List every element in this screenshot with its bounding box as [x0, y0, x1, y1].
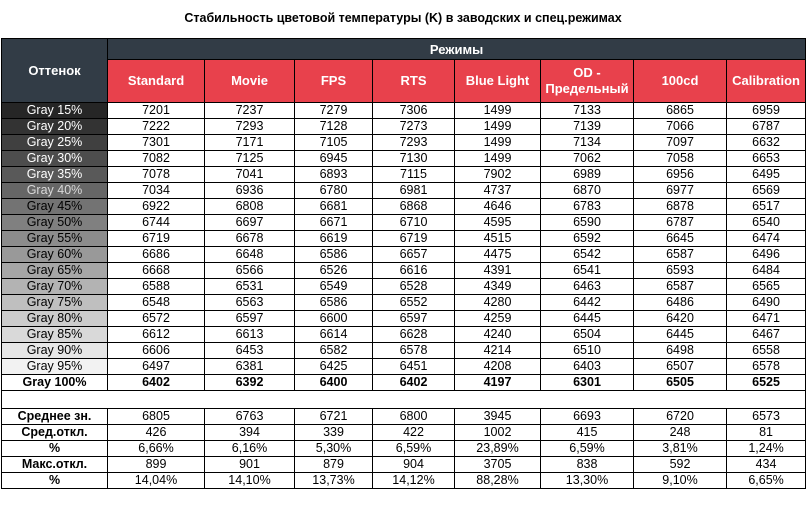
- value-cell: 4240: [455, 327, 541, 343]
- stat-value: 901: [205, 457, 295, 473]
- shade-cell: Gray 25%: [2, 135, 108, 151]
- value-cell: 6977: [634, 183, 727, 199]
- value-cell: 4259: [455, 311, 541, 327]
- mode-header-blue-light: Blue Light: [455, 60, 541, 103]
- value-cell: 7301: [108, 135, 205, 151]
- stat-value: 415: [541, 425, 634, 441]
- value-cell: 4280: [455, 295, 541, 311]
- value-cell: 6453: [205, 343, 295, 359]
- value-cell: 7066: [634, 119, 727, 135]
- stat-value: 6,59%: [541, 441, 634, 457]
- value-cell: 6783: [541, 199, 634, 215]
- value-cell: 6865: [634, 103, 727, 119]
- value-cell: 6463: [541, 279, 634, 295]
- value-cell: 6981: [373, 183, 455, 199]
- value-cell: 7078: [108, 167, 205, 183]
- stat-label: %: [2, 473, 108, 489]
- value-cell: 6549: [295, 279, 373, 295]
- value-cell: 6484: [727, 263, 806, 279]
- shade-cell: Gray 30%: [2, 151, 108, 167]
- value-cell: 4197: [455, 375, 541, 391]
- value-cell: 7041: [205, 167, 295, 183]
- value-cell: 7139: [541, 119, 634, 135]
- shade-cell: Gray 55%: [2, 231, 108, 247]
- page-title: Стабильность цветовой температуры (K) в заводских и спец.режимах: [184, 11, 622, 25]
- table-row: [2, 279, 806, 295]
- shade-cell: Gray 60%: [2, 247, 108, 263]
- stat-value: 838: [541, 457, 634, 473]
- value-cell: 6565: [727, 279, 806, 295]
- stat-value: 6,65%: [727, 473, 806, 489]
- stat-label: %: [2, 441, 108, 457]
- value-cell: 6587: [634, 247, 727, 263]
- table-row: [2, 151, 806, 167]
- value-cell: 1499: [455, 135, 541, 151]
- stat-value: 592: [634, 457, 727, 473]
- value-cell: 6578: [727, 359, 806, 375]
- shade-cell: Gray 15%: [2, 103, 108, 119]
- value-cell: 6653: [727, 151, 806, 167]
- stat-value: 904: [373, 457, 455, 473]
- mode-header-fps: FPS: [295, 60, 373, 103]
- value-cell: 6582: [295, 343, 373, 359]
- value-cell: 6590: [541, 215, 634, 231]
- value-cell: 1499: [455, 119, 541, 135]
- stat-value: 6,16%: [205, 441, 295, 457]
- value-cell: 6606: [108, 343, 205, 359]
- shade-cell: Gray 50%: [2, 215, 108, 231]
- value-cell: 6628: [373, 327, 455, 343]
- stat-value: 6,59%: [373, 441, 455, 457]
- value-cell: 6505: [634, 375, 727, 391]
- value-cell: 6490: [727, 295, 806, 311]
- value-cell: 6632: [727, 135, 806, 151]
- value-cell: 1499: [455, 103, 541, 119]
- value-cell: 6402: [108, 375, 205, 391]
- value-cell: 6425: [295, 359, 373, 375]
- value-cell: 6400: [295, 375, 373, 391]
- value-cell: 7115: [373, 167, 455, 183]
- value-cell: 6572: [108, 311, 205, 327]
- value-cell: 4214: [455, 343, 541, 359]
- value-cell: 6681: [295, 199, 373, 215]
- value-cell: 6597: [373, 311, 455, 327]
- value-cell: 6645: [634, 231, 727, 247]
- stat-value: 6800: [373, 409, 455, 425]
- value-cell: 6586: [295, 295, 373, 311]
- stat-label: Макс.откл.: [2, 457, 108, 473]
- table-row: [2, 247, 806, 263]
- stat-value: 6805: [108, 409, 205, 425]
- value-cell: 6612: [108, 327, 205, 343]
- value-cell: 6678: [205, 231, 295, 247]
- stat-value: 13,30%: [541, 473, 634, 489]
- value-cell: 6744: [108, 215, 205, 231]
- value-cell: 6542: [541, 247, 634, 263]
- stat-value: 5,30%: [295, 441, 373, 457]
- value-cell: 6600: [295, 311, 373, 327]
- stat-value: 14,12%: [373, 473, 455, 489]
- value-cell: 6619: [295, 231, 373, 247]
- value-cell: 6587: [634, 279, 727, 295]
- value-cell: 6540: [727, 215, 806, 231]
- value-cell: 6495: [727, 167, 806, 183]
- stat-row: [2, 473, 806, 489]
- value-cell: 6787: [727, 119, 806, 135]
- value-cell: 6597: [205, 311, 295, 327]
- value-cell: 6613: [205, 327, 295, 343]
- table-row: [2, 327, 806, 343]
- value-cell: 6936: [205, 183, 295, 199]
- stat-value: 248: [634, 425, 727, 441]
- shade-cell: Gray 70%: [2, 279, 108, 295]
- shade-cell: Gray 80%: [2, 311, 108, 327]
- stat-value: 14,10%: [205, 473, 295, 489]
- value-cell: 6301: [541, 375, 634, 391]
- value-cell: 6442: [541, 295, 634, 311]
- mode-header-100cd: 100cd: [634, 60, 727, 103]
- table-row: [2, 199, 806, 215]
- value-cell: 6959: [727, 103, 806, 119]
- value-cell: 6808: [205, 199, 295, 215]
- value-cell: 7902: [455, 167, 541, 183]
- value-cell: 7034: [108, 183, 205, 199]
- value-cell: 6498: [634, 343, 727, 359]
- value-cell: 6922: [108, 199, 205, 215]
- table-row: [2, 183, 806, 199]
- stat-value: 1,24%: [727, 441, 806, 457]
- mode-header-calibration: Calibration: [727, 60, 806, 103]
- stat-value: 14,04%: [108, 473, 205, 489]
- value-cell: 7171: [205, 135, 295, 151]
- value-cell: 7201: [108, 103, 205, 119]
- value-cell: 6451: [373, 359, 455, 375]
- gray-rows: [2, 103, 806, 375]
- value-cell: 6528: [373, 279, 455, 295]
- stat-value: 1002: [455, 425, 541, 441]
- value-cell: 6486: [634, 295, 727, 311]
- stat-value: 81: [727, 425, 806, 441]
- stat-value: 434: [727, 457, 806, 473]
- value-cell: 7222: [108, 119, 205, 135]
- value-cell: 1499: [455, 151, 541, 167]
- stat-rows: [2, 409, 806, 489]
- value-cell: 6569: [727, 183, 806, 199]
- stat-value: 426: [108, 425, 205, 441]
- stat-value: 6721: [295, 409, 373, 425]
- value-cell: 6989: [541, 167, 634, 183]
- value-cell: 7128: [295, 119, 373, 135]
- value-cell: 6878: [634, 199, 727, 215]
- value-cell: 6497: [108, 359, 205, 375]
- shade-cell: Gray 75%: [2, 295, 108, 311]
- value-cell: 6586: [295, 247, 373, 263]
- value-cell: 6671: [295, 215, 373, 231]
- value-cell: 6548: [108, 295, 205, 311]
- value-cell: 6893: [295, 167, 373, 183]
- shade-column-header: Оттенок: [2, 39, 108, 103]
- value-cell: 4737: [455, 183, 541, 199]
- table-row: [2, 295, 806, 311]
- value-cell: 7273: [373, 119, 455, 135]
- value-cell: 7306: [373, 103, 455, 119]
- stat-value: 9,10%: [634, 473, 727, 489]
- value-cell: 7058: [634, 151, 727, 167]
- value-cell: 6471: [727, 311, 806, 327]
- value-cell: 6525: [727, 375, 806, 391]
- table-row: [2, 103, 806, 119]
- stat-value: 6573: [727, 409, 806, 425]
- stat-value: 6693: [541, 409, 634, 425]
- value-cell: 6552: [373, 295, 455, 311]
- stat-row: [2, 409, 806, 425]
- value-cell: 6507: [634, 359, 727, 375]
- stat-value: 88,28%: [455, 473, 541, 489]
- table-row: [2, 231, 806, 247]
- value-cell: 7062: [541, 151, 634, 167]
- table-row: [2, 119, 806, 135]
- value-cell: 4391: [455, 263, 541, 279]
- value-cell: 6719: [108, 231, 205, 247]
- table-row: [2, 311, 806, 327]
- value-cell: 6787: [634, 215, 727, 231]
- value-cell: 7125: [205, 151, 295, 167]
- value-cell: 4349: [455, 279, 541, 295]
- value-cell: 6403: [541, 359, 634, 375]
- value-cell: 6648: [205, 247, 295, 263]
- value-cell: 7293: [205, 119, 295, 135]
- stat-row: [2, 425, 806, 441]
- stat-value: 6720: [634, 409, 727, 425]
- value-cell: 6868: [373, 199, 455, 215]
- table-row: [2, 135, 806, 151]
- stat-value: 6763: [205, 409, 295, 425]
- value-cell: 6392: [205, 375, 295, 391]
- value-cell: 6510: [541, 343, 634, 359]
- table-row: [2, 263, 806, 279]
- value-cell: 6566: [205, 263, 295, 279]
- modes-header: Режимы: [108, 39, 806, 60]
- value-cell: 6467: [727, 327, 806, 343]
- value-cell: 6780: [295, 183, 373, 199]
- stat-row: [2, 457, 806, 473]
- value-cell: 6504: [541, 327, 634, 343]
- value-cell: 7237: [205, 103, 295, 119]
- shade-cell: Gray 65%: [2, 263, 108, 279]
- value-cell: 4515: [455, 231, 541, 247]
- table-row: [2, 167, 806, 183]
- stat-value: 3,81%: [634, 441, 727, 457]
- value-cell: 4595: [455, 215, 541, 231]
- value-cell: 6956: [634, 167, 727, 183]
- color-temperature-table: [1, 38, 806, 489]
- value-cell: 6578: [373, 343, 455, 359]
- stat-value: 13,73%: [295, 473, 373, 489]
- value-cell: 6593: [634, 263, 727, 279]
- value-cell: 6588: [108, 279, 205, 295]
- stat-value: 879: [295, 457, 373, 473]
- value-cell: 6474: [727, 231, 806, 247]
- stat-value: 6,66%: [108, 441, 205, 457]
- shade-cell: Gray 90%: [2, 343, 108, 359]
- value-cell: 7097: [634, 135, 727, 151]
- spacer-row: [2, 391, 806, 409]
- value-cell: 4208: [455, 359, 541, 375]
- shade-cell: Gray 35%: [2, 167, 108, 183]
- value-cell: 6541: [541, 263, 634, 279]
- value-cell: 7105: [295, 135, 373, 151]
- value-cell: 7130: [373, 151, 455, 167]
- table-row: [2, 359, 806, 375]
- mode-header-od: OD - Предельный: [541, 60, 634, 103]
- value-cell: 6592: [541, 231, 634, 247]
- value-cell: 7293: [373, 135, 455, 151]
- stat-value: 394: [205, 425, 295, 441]
- shade-cell: Gray 20%: [2, 119, 108, 135]
- value-cell: 6616: [373, 263, 455, 279]
- stat-label: Среднее зн.: [2, 409, 108, 425]
- shade-cell: Gray 85%: [2, 327, 108, 343]
- value-cell: 6402: [373, 375, 455, 391]
- value-cell: 6719: [373, 231, 455, 247]
- value-cell: 4475: [455, 247, 541, 263]
- value-cell: 6445: [541, 311, 634, 327]
- mode-header-rts: RTS: [373, 60, 455, 103]
- mode-header-standard: Standard: [108, 60, 205, 103]
- value-cell: 7279: [295, 103, 373, 119]
- value-cell: 6697: [205, 215, 295, 231]
- value-cell: 6526: [295, 263, 373, 279]
- value-cell: 6668: [108, 263, 205, 279]
- shade-cell: Gray 45%: [2, 199, 108, 215]
- value-cell: 6563: [205, 295, 295, 311]
- value-cell: 6445: [634, 327, 727, 343]
- value-cell: 6686: [108, 247, 205, 263]
- table-row-gray-100: [2, 375, 806, 391]
- value-cell: 6381: [205, 359, 295, 375]
- value-cell: 6531: [205, 279, 295, 295]
- value-cell: 6870: [541, 183, 634, 199]
- value-cell: 6496: [727, 247, 806, 263]
- shade-cell: Gray 100%: [2, 375, 108, 391]
- value-cell: 6710: [373, 215, 455, 231]
- table-row: [2, 215, 806, 231]
- stat-value: 422: [373, 425, 455, 441]
- spacer-cell: [2, 391, 806, 409]
- table-row: [2, 343, 806, 359]
- value-cell: 6558: [727, 343, 806, 359]
- stat-value: 23,89%: [455, 441, 541, 457]
- value-cell: 6420: [634, 311, 727, 327]
- value-cell: 6517: [727, 199, 806, 215]
- value-cell: 7082: [108, 151, 205, 167]
- value-cell: 6945: [295, 151, 373, 167]
- value-cell: 6614: [295, 327, 373, 343]
- value-cell: 4646: [455, 199, 541, 215]
- stat-label: Сред.откл.: [2, 425, 108, 441]
- stat-value: 899: [108, 457, 205, 473]
- stat-row: [2, 441, 806, 457]
- shade-cell: Gray 95%: [2, 359, 108, 375]
- value-cell: 6657: [373, 247, 455, 263]
- stat-value: 3945: [455, 409, 541, 425]
- mode-header-movie: Movie: [205, 60, 295, 103]
- value-cell: 7133: [541, 103, 634, 119]
- stat-value: 3705: [455, 457, 541, 473]
- stat-value: 339: [295, 425, 373, 441]
- value-cell: 7134: [541, 135, 634, 151]
- shade-cell: Gray 40%: [2, 183, 108, 199]
